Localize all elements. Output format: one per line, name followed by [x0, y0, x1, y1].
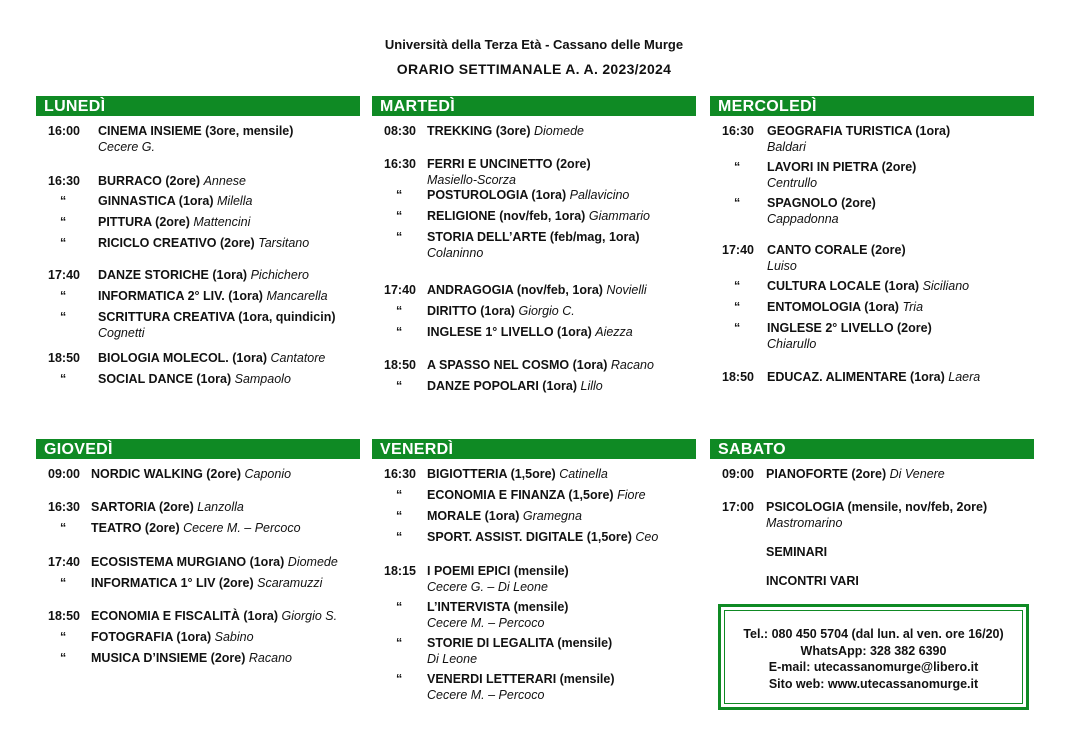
teacher-name: Ceo [635, 530, 659, 544]
teacher-name: Mancarella [266, 289, 328, 303]
ditto-mark: “ [60, 194, 67, 208]
teacher-name: Sabino [214, 630, 254, 644]
ditto-mark: “ [396, 304, 403, 318]
teacher-name: Mattencini [193, 215, 251, 229]
day-section [36, 439, 360, 739]
course-name: SARTORIA (2ore) [91, 500, 194, 514]
ditto-mark: “ [60, 576, 67, 590]
ditto-mark: “ [396, 379, 403, 393]
teacher-name: Annese [203, 174, 246, 188]
course-name: SCRITTURA CREATIVA (1ora, quindicin) [98, 310, 336, 324]
course-name: INGLESE 2° LIVELLO (2ore) [767, 321, 932, 335]
course-name: A SPASSO NEL COSMO (1ora) [427, 358, 608, 372]
contact-whatsapp: WhatsApp: 328 382 6390 [800, 643, 947, 658]
course-name: POSTUROLOGIA (1ora) [427, 188, 567, 202]
ditto-mark: “ [60, 289, 67, 303]
ditto-mark: “ [396, 209, 403, 223]
ditto-mark: “ [60, 215, 67, 229]
contact-website: Sito web: www.utecassanomurge.it [768, 676, 979, 691]
teacher-name: Pallavicino [569, 188, 630, 202]
day-section [710, 96, 1034, 396]
teacher-name: Aiezza [595, 325, 633, 339]
course-name: TEATRO (2ore) [91, 521, 180, 535]
course-name: ECONOMIA E FISCALITÀ (1ora) [91, 609, 279, 623]
teacher-name: Cognetti [98, 325, 145, 340]
teacher-name: Masiello-Scorza [427, 172, 516, 187]
ditto-mark: “ [60, 372, 67, 386]
contact-email: E-mail: utecassanomurge@libero.it [768, 660, 979, 674]
course-name: SOCIAL DANCE (1ora) [98, 372, 232, 386]
course-name: BIGIOTTERIA (1,5ore) [427, 467, 556, 481]
teacher-name: Chiarullo [767, 336, 817, 351]
course-name: DIRITTO (1ora) [427, 304, 515, 318]
course-name: RICICLO CREATIVO (2ore) [98, 236, 255, 250]
day-section [36, 96, 360, 396]
entry-time: 17:40 [48, 555, 80, 569]
day-header: LUNEDÌ [36, 96, 360, 116]
ditto-mark: “ [734, 279, 741, 293]
course-name: ECONOMIA E FINANZA (1,5ore) [427, 488, 614, 502]
teacher-name: Di Leone [427, 651, 478, 666]
ditto-mark: “ [396, 600, 403, 614]
course-name: MUSICA D’INSIEME (2ore) [91, 651, 246, 665]
teacher-name: Siciliano [922, 279, 970, 293]
ditto-mark: “ [396, 188, 403, 202]
course-name: SPAGNOLO (2ore) [767, 196, 876, 210]
teacher-name: Cantatore [270, 351, 326, 365]
course-name: SEMINARI [766, 545, 828, 559]
teacher-name: Racano [248, 651, 292, 665]
entry-time: 08:30 [384, 124, 416, 138]
course-name: INGLESE 1° LIVELLO (1ora) [427, 325, 592, 339]
teacher-name: Milella [217, 194, 253, 208]
teacher-name: Lanzolla [197, 500, 244, 514]
ditto-mark: “ [60, 651, 67, 665]
course-name: INFORMATICA 2° LIV. (1ora) [98, 289, 263, 303]
course-name: VENERDI LETTERARI (mensile) [427, 672, 615, 686]
course-name: FOTOGRAFIA (1ora) [91, 630, 212, 644]
teacher-name: Cecere G. [98, 139, 155, 154]
course-name: CANTO CORALE (2ore) [767, 243, 906, 257]
day-header: MERCOLEDÌ [710, 96, 1034, 116]
ditto-mark: “ [396, 530, 403, 544]
course-name: INFORMATICA 1° LIV (2ore) [91, 576, 254, 590]
teacher-name: Diomede [287, 555, 338, 569]
course-name: L’INTERVISTA (mensile) [427, 600, 569, 614]
course-name: NORDIC WALKING (2ore) [91, 467, 241, 481]
ditto-mark: “ [396, 509, 403, 523]
day-section [372, 96, 696, 396]
teacher-name: Tarsitano [258, 236, 310, 250]
course-name: GEOGRAFIA TURISTICA (1ora) [767, 124, 951, 138]
entry-time: 09:00 [722, 467, 754, 481]
course-name: ENTOMOLOGIA (1ora) [767, 300, 899, 314]
course-name: MORALE (1ora) [427, 509, 520, 523]
page-title: ORARIO SETTIMANALE A. A. 2023/2024 [396, 61, 672, 77]
course-name: FERRI E UNCINETTO (2ore) [427, 157, 591, 171]
course-name: PIANOFORTE (2ore) [766, 467, 887, 481]
course-name: BURRACO (2ore) [98, 174, 201, 188]
ditto-mark: “ [734, 160, 741, 174]
course-name: EDUCAZ. ALIMENTARE (1ora) [767, 370, 945, 384]
ditto-mark: “ [396, 325, 403, 339]
teacher-name: Tria [902, 300, 924, 314]
teacher-name: Gramegna [522, 509, 582, 523]
course-name: STORIA DELL’ARTE (feb/mag, 1ora) [427, 230, 640, 244]
entry-time: 18:50 [48, 351, 80, 365]
course-name: GINNASTICA (1ora) [98, 194, 214, 208]
ditto-mark: “ [396, 230, 403, 244]
contact-box [718, 604, 1029, 710]
entry-time: 09:00 [48, 467, 80, 481]
entry-time: 16:00 [48, 124, 80, 138]
course-name: TREKKING (3ore) [427, 124, 531, 138]
teacher-name: Caponio [244, 467, 292, 481]
teacher-name: Colaninno [427, 245, 484, 260]
entry-time: 16:30 [48, 174, 80, 188]
entry-time: 18:15 [384, 564, 416, 578]
course-name: PSICOLOGIA (mensile, nov/feb, 2ore) [766, 500, 988, 514]
entry-time: 17:40 [48, 268, 80, 282]
teacher-name: Giammario [588, 209, 650, 223]
entry-time: 18:50 [384, 358, 416, 372]
ditto-mark: “ [396, 636, 403, 650]
ditto-mark: “ [396, 672, 403, 686]
teacher-name: Giorgio S. [281, 609, 338, 623]
ditto-mark: “ [60, 521, 67, 535]
course-name: DANZE POPOLARI (1ora) [427, 379, 578, 393]
teacher-name: Baldari [767, 139, 806, 154]
entry-time: 18:50 [722, 370, 754, 384]
teacher-name: Novielli [606, 283, 647, 297]
day-section [372, 439, 696, 739]
course-name: ANDRAGOGIA (nov/feb, 1ora) [427, 283, 603, 297]
course-name: INCONTRI VARI [766, 574, 859, 588]
entry-time: 17:00 [722, 500, 754, 514]
teacher-name: Mastromarino [766, 515, 843, 530]
ditto-mark: “ [60, 310, 67, 324]
teacher-name: Cappadonna [767, 211, 839, 226]
teacher-name: Luiso [767, 258, 797, 273]
entry-time: 17:40 [722, 243, 754, 257]
course-name: BIOLOGIA MOLECOL. (1ora) [98, 351, 267, 365]
teacher-name: Lillo [580, 379, 603, 393]
teacher-name: Sampaolo [234, 372, 291, 386]
teacher-name: Laera [948, 370, 981, 384]
teacher-name: Cecere M. – Percoco [427, 687, 545, 702]
teacher-name: Di Venere [889, 467, 945, 481]
course-name: LAVORI IN PIETRA (2ore) [767, 160, 917, 174]
entry-time: 16:30 [722, 124, 754, 138]
school-name: Università della Terza Età - Cassano delle Murge [384, 37, 684, 52]
day-header: SABATO [710, 439, 1034, 459]
ditto-mark: “ [396, 488, 403, 502]
teacher-name: Catinella [559, 467, 608, 481]
course-name: CULTURA LOCALE (1ora) [767, 279, 920, 293]
entry-time: 16:30 [384, 467, 416, 481]
teacher-name: Cecere G. – Di Leone [427, 579, 548, 594]
contact-phone: Tel.: 080 450 5704 (dal lun. al ven. ore 16/20) [743, 627, 1004, 641]
course-name: STORIE DI LEGALITA (mensile) [427, 636, 613, 650]
ditto-mark: “ [734, 321, 741, 335]
day-header: MARTEDÌ [372, 96, 696, 116]
teacher-name: Cecere M. – Percoco [427, 615, 545, 630]
ditto-mark: “ [734, 196, 741, 210]
day-header: VENERDÌ [372, 439, 696, 459]
teacher-name: Centrullo [767, 175, 818, 190]
ditto-mark: “ [734, 300, 741, 314]
entry-time: 17:40 [384, 283, 416, 297]
teacher-name: Pichichero [250, 268, 309, 282]
teacher-name: Giorgio C. [518, 304, 575, 318]
entry-time: 16:30 [48, 500, 80, 514]
course-name: CINEMA INSIEME (3ore, mensile) [98, 124, 294, 138]
teacher-name: Fiore [617, 488, 646, 502]
course-name: SPORT. ASSIST. DIGITALE (1,5ore) [427, 530, 632, 544]
teacher-name: Cecere M. – Percoco [183, 521, 301, 535]
teacher-name: Racano [610, 358, 654, 372]
course-name: PITTURA (2ore) [98, 215, 190, 229]
course-name: I POEMI EPICI (mensile) [427, 564, 569, 578]
course-name: DANZE STORICHE (1ora) [98, 268, 248, 282]
ditto-mark: “ [60, 630, 67, 644]
day-header: GIOVEDÌ [36, 439, 360, 459]
teacher-name: Diomede [533, 124, 584, 138]
entry-time: 16:30 [384, 157, 416, 171]
course-name: ECOSISTEMA MURGIANO (1ora) [91, 555, 285, 569]
ditto-mark: “ [60, 236, 67, 250]
teacher-name: Scaramuzzi [257, 576, 323, 590]
course-name: RELIGIONE (nov/feb, 1ora) [427, 209, 586, 223]
entry-time: 18:50 [48, 609, 80, 623]
